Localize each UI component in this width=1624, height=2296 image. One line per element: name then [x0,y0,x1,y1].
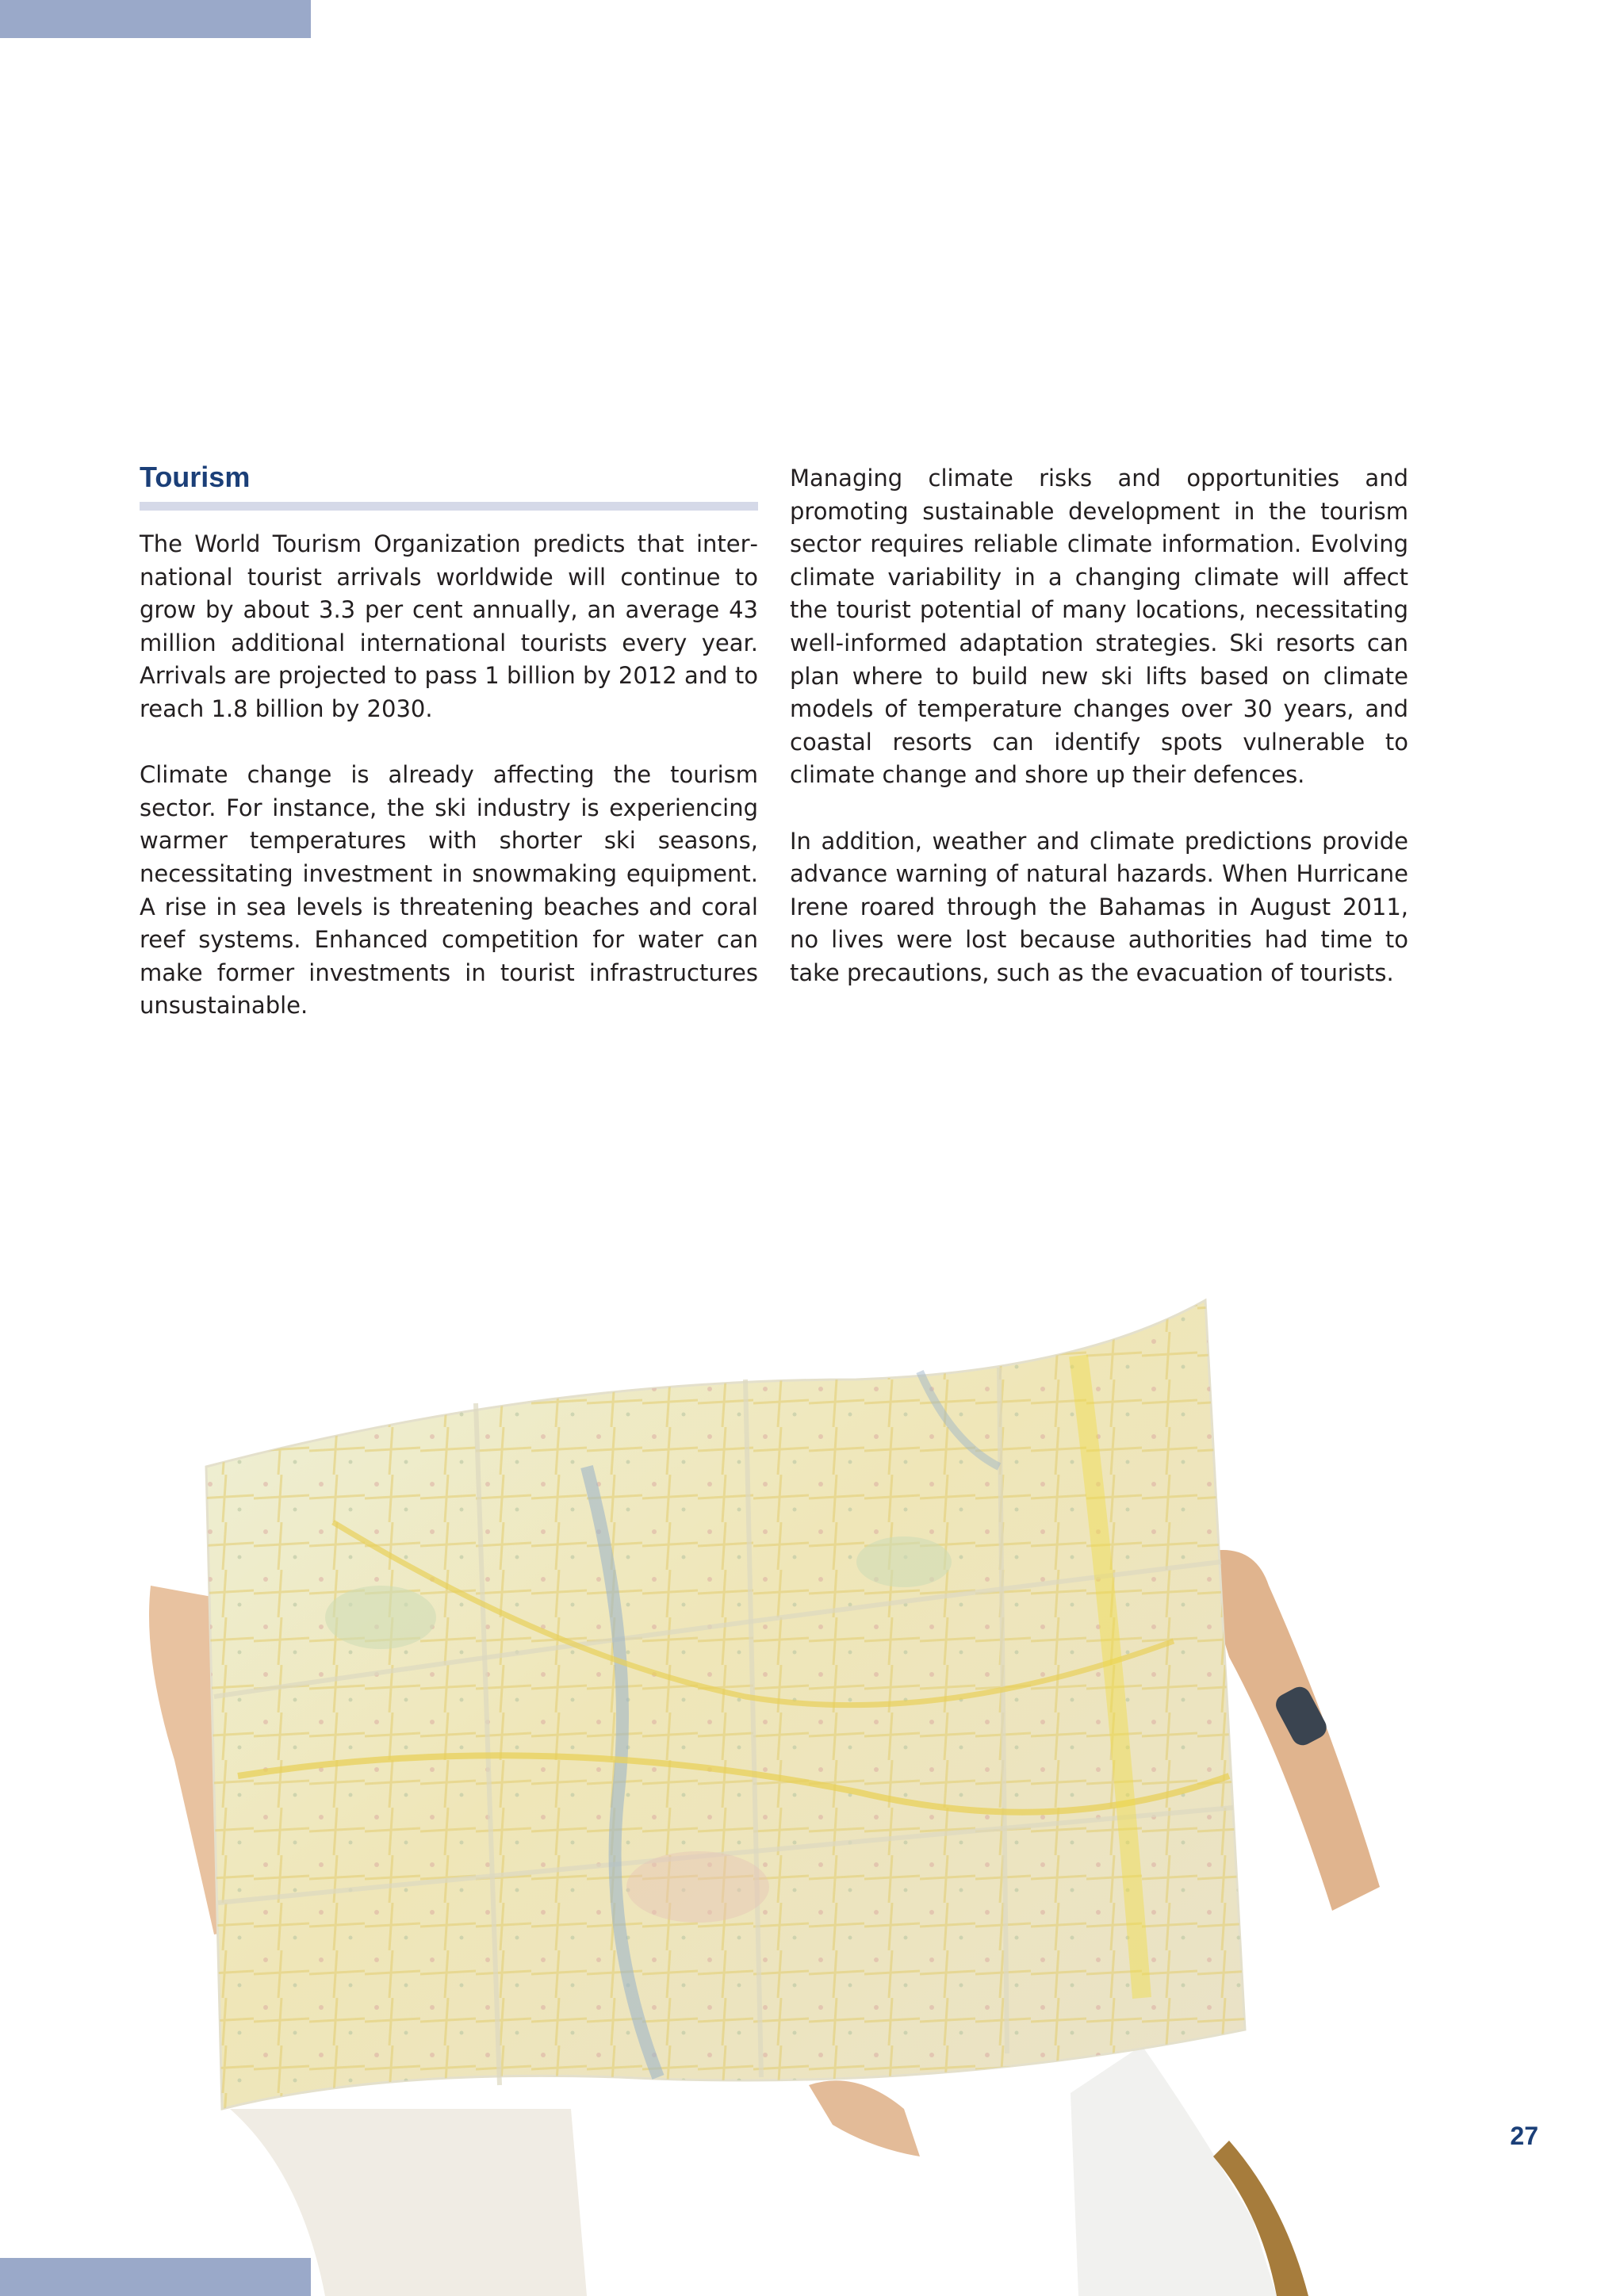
right-paragraph-1: Managing climate risks and opportunities and promoting sustainable development in the tourism sector requires reliable climate information. Evolving climate variability in a changing climate will affect the tourist potential of many locations, necessitating well-informed adaptation strategies. Ski resorts can plan where to build new ski lifts based on climate models of temperature changes over 30 years, and coastal resorts can identify spots vulnerable to climate change and shore up their defences. [790,465,1408,789]
heading-underline [140,502,758,511]
left-text-column [140,528,758,1023]
section-heading: Tourism [140,461,251,493]
left-paragraph-1: The World Tourism Organization predicts that international tourist arrivals worldwide will continue to grow by about 3.3 per cent annually, an average 43 million additional international tourists every year. Arrivals are projected to pass 1 billion by 2012 and to reach 1.8 billion by 2030. [140,530,758,722]
right-text-column [790,462,1408,990]
right-paragraph-2: In addition, weather and climate predictions provide advance warning of natural hazards. When Hurricane Irene roared through the Bahamas in August 2011, no lives were lost because authorities had time to take precautions, such as the evacuation of tourists. [790,827,1408,986]
left-paragraph-2: Climate change is already affecting the tourism sector. For instance, the ski industry is experiencing warmer temperatures with shorter ski seasons, necessitating investment in snowmaking equipment. A rise in sea levels is threatening beaches and coral reef systems. Enhanced competition for water can make former investments in tourist infrastructures unsustainable. [140,761,758,1020]
page-number: 27 [1510,2122,1538,2150]
top-color-tab [0,0,311,38]
tourists-holding-map-photo [143,1284,1491,2296]
bottom-color-tab [0,2258,311,2296]
